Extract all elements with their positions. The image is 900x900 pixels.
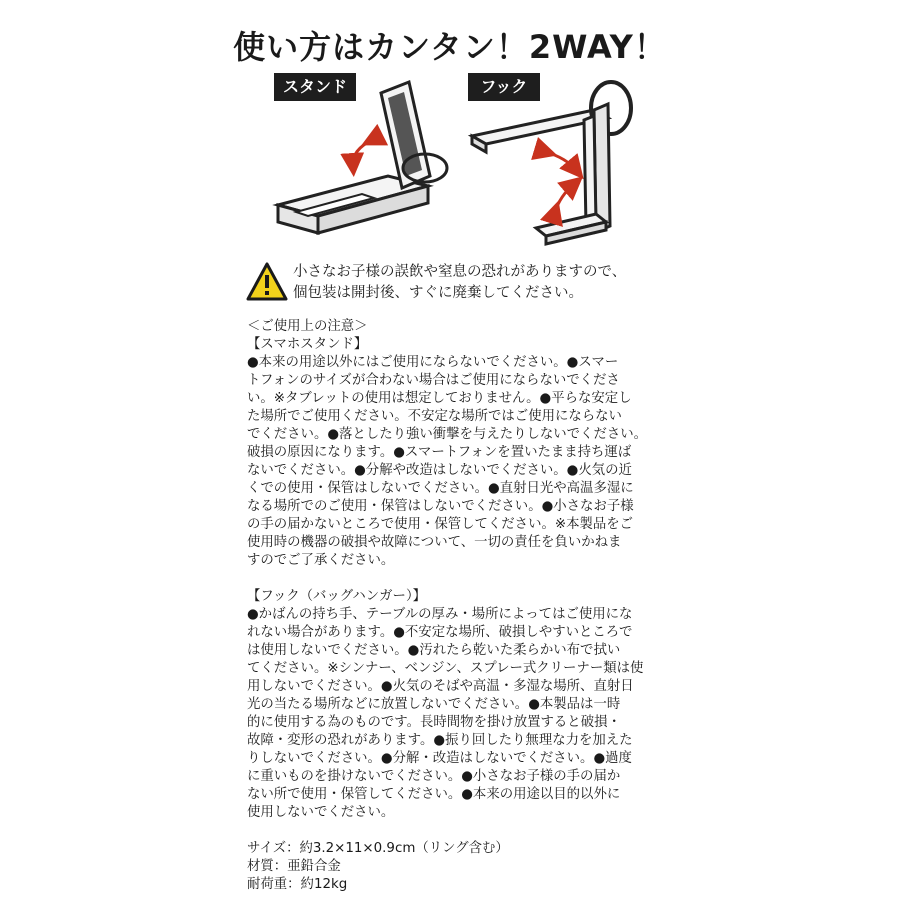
hook-note-line: れない場合があります。●不安定な場所、破損しやすいところで: [247, 625, 633, 640]
hook-note-line: ●かばんの持ち手、テーブルの厚み・場所によってはご使用にな: [247, 607, 633, 622]
hook-note-line: 光の当たる場所などに放置しないでください。●本製品は一時: [247, 697, 621, 712]
usage-notes: [247, 318, 667, 894]
stand-note-line: トフォンのサイズが合わない場合はご使用にならないでくださ: [247, 373, 620, 388]
warning-line: 小さなお子様の誤飲や窒息の恐れがありますので、: [293, 264, 627, 280]
hook-note-line: ない所で使用・保管してください。●本来の用途以目的以外に: [247, 787, 621, 802]
choking-warning: [293, 262, 693, 304]
stand-note-line: でください。●落としたり強い衝撃を与えたりしないでください。: [247, 427, 648, 442]
hook-illustration: [472, 82, 631, 244]
warning-triangle-icon: [246, 262, 288, 302]
stand-note-line: の手の届かないところで使用・保管してください。※本製品をご: [247, 517, 634, 532]
warning-line: 個包装は開封後、すぐに廃棄してください。: [293, 285, 583, 301]
notes-heading: ＜ご使用上の注意＞: [247, 319, 368, 334]
stand-mode-label: スタンド: [274, 73, 356, 101]
stand-note-line: くでの使用・保管はしないでください。●直射日光や高温多湿に: [247, 481, 634, 496]
spec-size: サイズ：約3.2×11×0.9cm（リング含む）: [247, 841, 509, 856]
stand-note-line: い。※タブレットの使用は想定しておりません。●平らな安定し: [247, 391, 632, 406]
stand-note-line: ●本来の用途以外にはご使用にならないでください。●スマー: [247, 355, 619, 370]
hook-mode-label: フック: [468, 73, 540, 101]
hook-note-line: 的に使用する為のものです。長時間物を掛け放置すると破損・: [247, 715, 621, 730]
spec-material: 材質：亜鉛合金: [247, 859, 341, 874]
hook-note-line: りしないでください。●分解・改造はしないでください。●過度: [247, 751, 632, 766]
stand-note-line: 破損の原因になります。●スマートフォンを置いたまま持ち運ば: [247, 445, 632, 460]
hook-note-line: 用しないでください。●火気のそばや高温・多湿な場所、直射日: [247, 679, 634, 694]
stand-section-heading: 【スマホスタンド】: [247, 337, 368, 352]
hook-note-line: 故障・変形の恐れがあります。●振り回したり無理な力を加えた: [247, 733, 633, 748]
stand-note-line: すのでご了承ください。: [247, 553, 395, 568]
hook-section-heading: 【フック（バッグハンガー）】: [247, 589, 427, 604]
hook-note-line: に重いものを掛けないでください。●小さなお子様の手の届か: [247, 769, 621, 784]
stand-note-line: 使用時の機器の破損や故障について、一切の責任を負いかねま: [247, 535, 622, 550]
spec-load-capacity: 耐荷重：約12kg: [247, 877, 348, 892]
stand-note-line: た場所でご使用ください。不安定な場所ではご使用にならない: [247, 409, 622, 424]
hook-note-line: 使用しないでください。: [247, 805, 395, 820]
stand-illustration: [278, 82, 447, 233]
page-title: 使い方はカンタン！2WAY！: [233, 28, 667, 66]
usage-illustrations: [0, 0, 900, 260]
stand-note-line: なる場所でのご使用・保管はしないでください。●小さなお子様: [247, 499, 634, 514]
stand-note-line: ないでください。●分解や改造はしないでください。●火気の近: [247, 463, 632, 478]
hook-note-line: てください。※シンナー、ベンジン、スプレー式クリーナー類は使: [247, 661, 644, 676]
hook-note-line: は使用しないでください。●汚れたら乾いた柔らかい布で拭い: [247, 643, 621, 658]
